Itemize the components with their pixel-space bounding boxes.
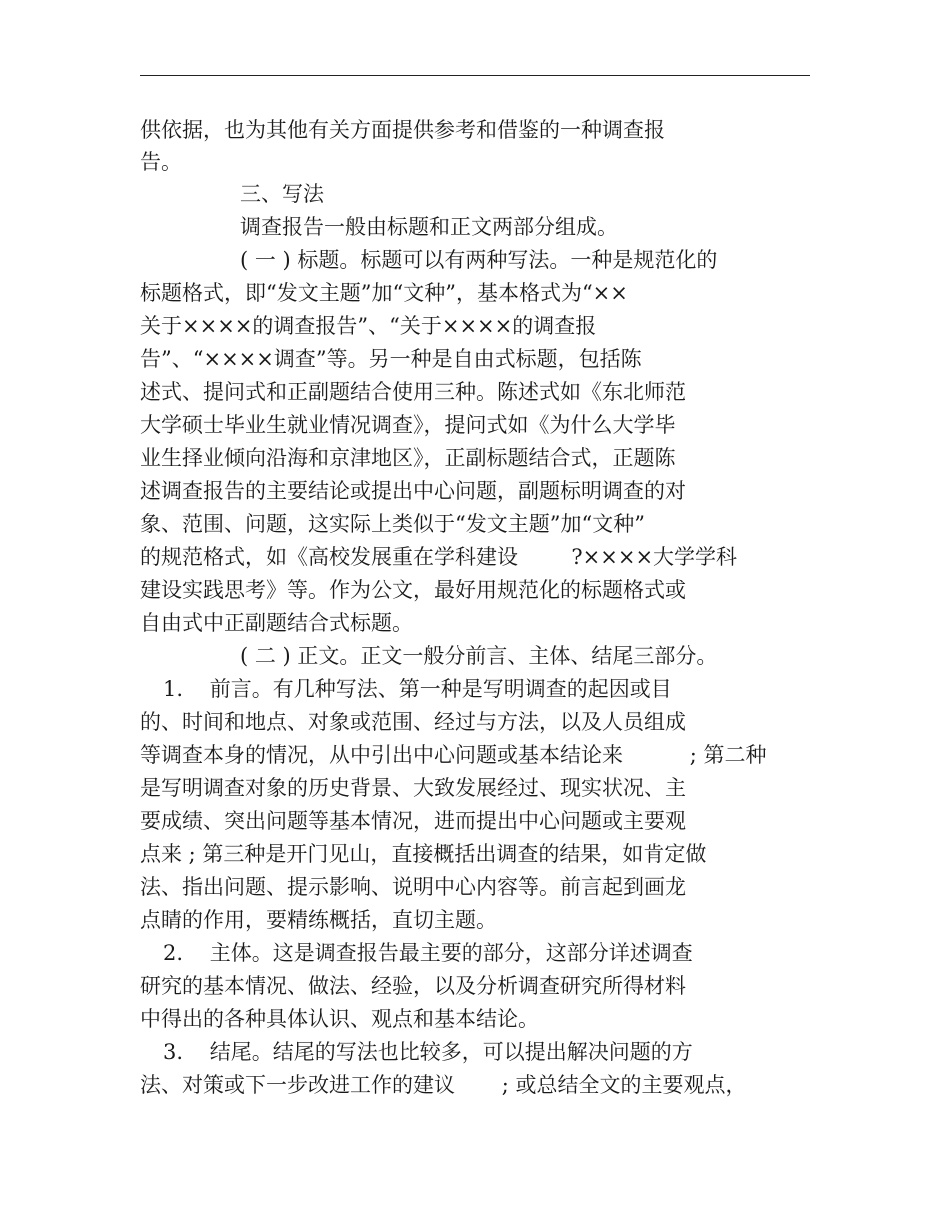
- text-line: 要成绩、突出问题等基本情况，进而提出中心问题或主要观: [140, 809, 686, 833]
- text-line: 调查报告一般由标题和正文两部分组成。: [240, 215, 618, 239]
- header-rule: [140, 75, 810, 76]
- section-heading: 三、写法: [240, 182, 324, 206]
- text-line: 研究的基本情况、做法、经验，以及分析调查研究所得材料: [140, 974, 686, 998]
- text-line: 供依据，也为其他有关方面提供参考和借鉴的一种调查报: [140, 118, 665, 142]
- text-line: 的、时间和地点、对象或范围、经过与方法，以及人员组成: [140, 710, 686, 734]
- text-line: 告。: [140, 150, 182, 174]
- text-line: 的规范格式，如《高校发展重在学科建设 ?××××大学学科: [140, 545, 738, 569]
- text-line: 述调查报告的主要结论或提出中心问题，副题标明调查的对: [140, 479, 686, 503]
- text-line: 法、指出问题、提示影响、说明中心内容等。前言起到画龙: [140, 875, 686, 899]
- text-line: 中得出的各种具体认识、观点和基本结论。: [140, 1007, 539, 1031]
- text-line: 等调查本身的情况，从中引出中心问题或基本结论来 ; 第二种: [140, 743, 767, 767]
- list-item: 2. 主体。这是调查报告最主要的部分，这部分详述调查: [163, 941, 693, 965]
- list-item: 3. 结尾。结尾的写法也比较多，可以提出解决问题的方: [163, 1040, 693, 1064]
- text-line: 点睛的作用，要精练概括，直切主题。: [140, 908, 497, 932]
- text-line: 自由式中正副题结合式标题。: [140, 611, 413, 635]
- text-line: 点来 ; 第三种是开门见山，直接概括出调查的结果，如肯定做: [140, 842, 707, 866]
- text-line: 是写明调查对象的历史背景、大致发展经过、现实状况、主: [140, 776, 686, 800]
- subsection-heading: ( 一 ) 标题。标题可以有两种写法。一种是规范化的: [240, 248, 718, 272]
- text-line: 法、对策或下一步改进工作的建议 ; 或总结全文的主要观点，: [140, 1073, 747, 1097]
- text-line: 告”、“××××调查”等。另一种是自由式标题，包括陈: [140, 347, 642, 371]
- text-line: 大学硕士毕业生就业情况调查》，提问式如《为什么大学毕: [140, 413, 676, 437]
- text-line: 述式、提问式和正副题结合使用三种。陈述式如《东北师范: [140, 380, 686, 404]
- text-line: 建设实践思考》等。作为公文，最好用规范化的标题格式或: [140, 578, 686, 602]
- list-item: 1. 前言。有几种写法、第一种是写明调查的起因或目: [163, 677, 672, 701]
- text-line: 关于××××的调查报告”、“关于××××的调查报: [140, 314, 597, 338]
- text-line: 象、范围、问题，这实际上类似于“发文主题”加“文种”: [140, 512, 645, 536]
- subsection-heading: ( 二 ) 正文。正文一般分前言、主体、结尾三部分。: [240, 644, 718, 668]
- text-line: 标题格式，即“发文主题”加“文种”，基本格式为“××: [140, 281, 628, 305]
- text-line: 业生择业倾向沿海和京津地区》，正副标题结合式，正题陈: [140, 446, 676, 470]
